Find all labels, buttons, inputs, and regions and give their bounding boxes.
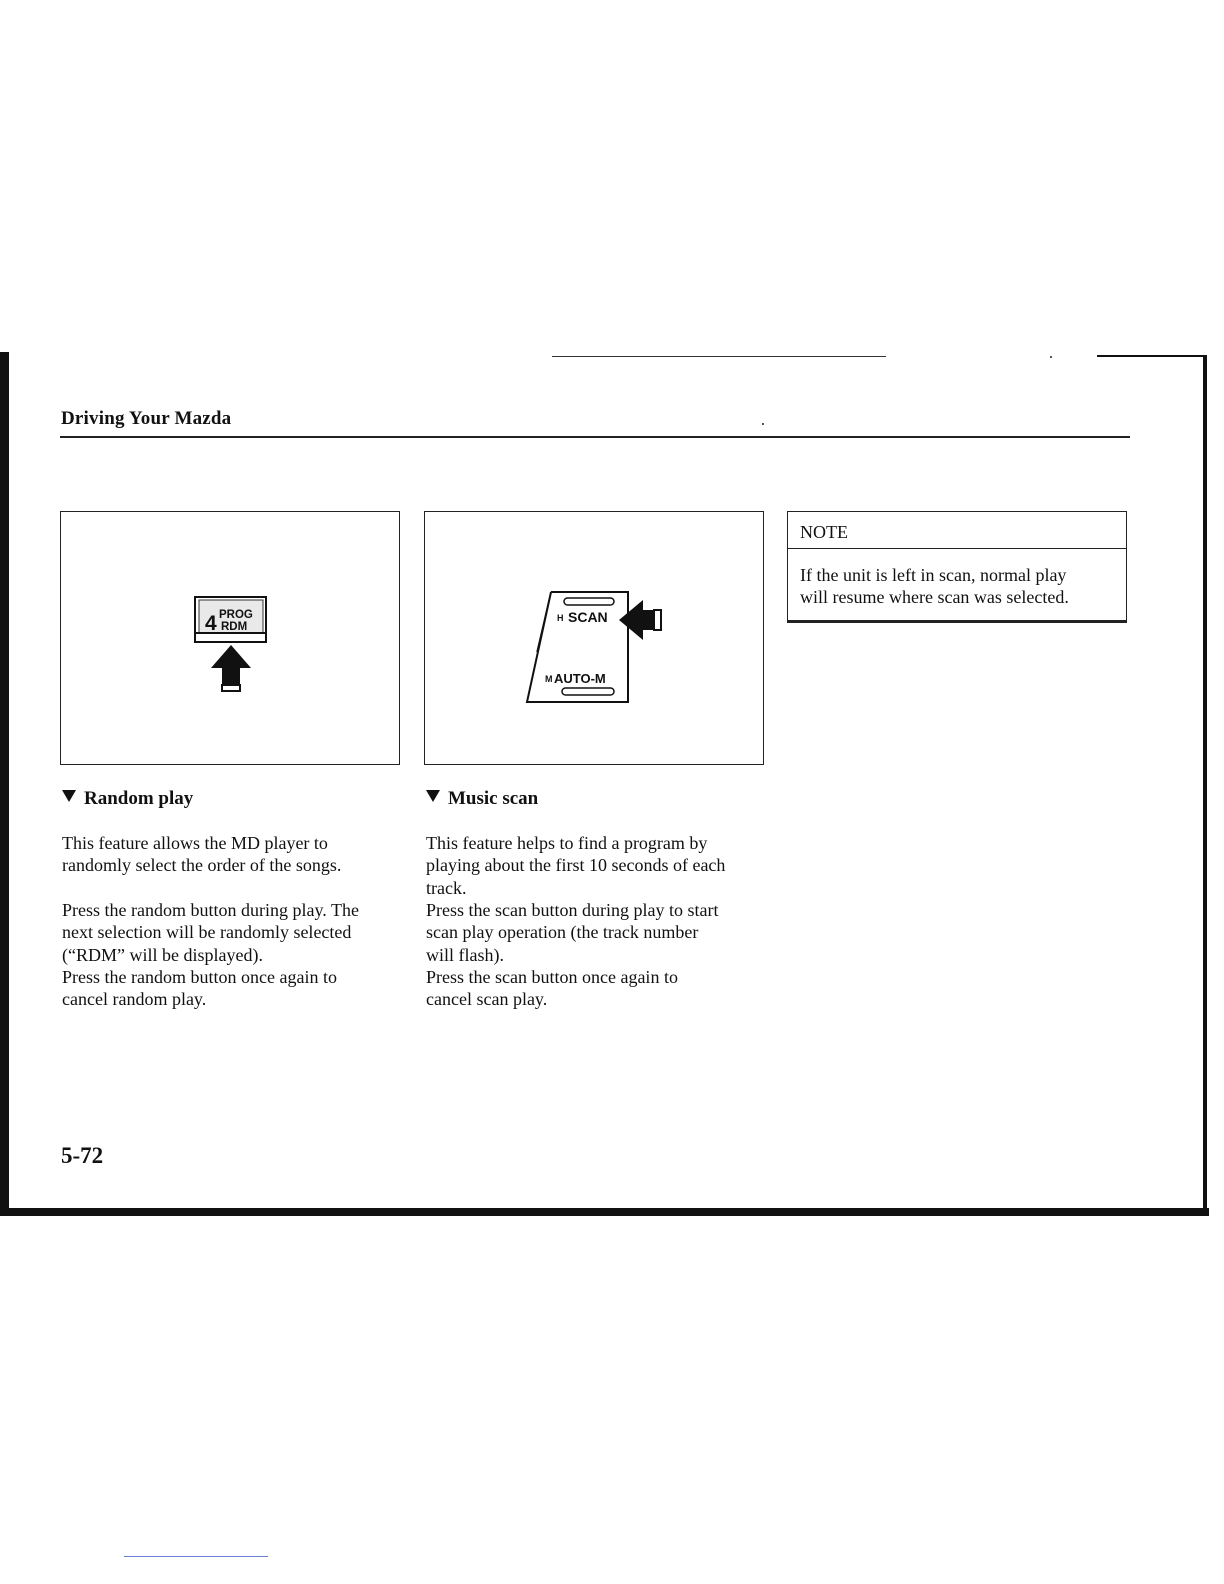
page-frame-bottom xyxy=(0,1208,1209,1216)
text-line: scan play operation (the track number xyxy=(426,922,699,943)
text-line: Press the random button during play. The xyxy=(62,900,359,920)
random-play-paragraph-1 xyxy=(62,832,341,877)
note-line: will resume where scan was selected. xyxy=(800,586,1069,607)
text-line: This feature helps to find a program by xyxy=(426,833,708,853)
music-scan-heading-text: Music scan xyxy=(448,788,539,809)
page-number: 5-72 xyxy=(61,1143,104,1168)
page-frame-right xyxy=(1203,355,1207,1213)
text-line: Press the scan button once again to xyxy=(426,966,678,987)
header-divider xyxy=(60,436,1130,438)
note-box xyxy=(787,511,1127,623)
page-frame-left xyxy=(0,352,9,1216)
triangle-bullet-icon xyxy=(62,790,76,802)
section-header-title: Driving Your Mazda xyxy=(61,408,232,429)
scan-button-illustration xyxy=(425,512,763,764)
text-line: Press the scan button during play to start xyxy=(426,900,719,920)
text-line: cancel random play. xyxy=(62,989,207,1010)
scan-speck xyxy=(1050,356,1052,358)
random-play-heading-text: Random play xyxy=(84,788,194,809)
figure-scan-button xyxy=(424,511,764,765)
arrow-up-icon xyxy=(211,645,251,691)
random-play-paragraph-2 xyxy=(62,899,359,1010)
random-button-illustration xyxy=(61,512,399,764)
text-line: This feature allows the MD player to xyxy=(62,833,328,853)
auto-label: AUTO-M xyxy=(554,671,606,686)
text-line: track. xyxy=(426,877,467,898)
music-scan-heading xyxy=(426,788,538,810)
text-line: (“RDM” will be displayed). xyxy=(62,944,263,965)
music-scan-paragraph-1 xyxy=(426,832,725,899)
music-scan-paragraph-2 xyxy=(426,899,718,1010)
figure-random-button xyxy=(60,511,400,765)
note-title: NOTE xyxy=(788,512,1126,549)
footer-underline xyxy=(124,1556,268,1557)
text-line: will flash). xyxy=(426,944,504,965)
scan-prefix: H xyxy=(557,613,564,623)
text-line: Press the random button once again to xyxy=(62,966,337,987)
random-button-digit: 4 xyxy=(205,612,217,635)
note-line: If the unit is left in scan, normal play xyxy=(800,565,1067,585)
triangle-bullet-icon xyxy=(426,790,440,802)
text-line: playing about the first 10 seconds of each xyxy=(426,855,726,876)
random-button-top-label: PROG xyxy=(219,609,253,621)
text-line: randomly select the order of the songs. xyxy=(62,855,342,876)
auto-prefix: M xyxy=(545,674,553,684)
top-rule-segment xyxy=(1097,355,1207,357)
text-line: next selection will be randomly selected xyxy=(62,922,352,943)
top-rule-segment xyxy=(552,356,886,357)
scan-speck xyxy=(762,423,764,425)
random-play-heading xyxy=(62,788,193,810)
scan-label: SCAN xyxy=(568,609,608,625)
random-button-bottom-label: RDM xyxy=(221,621,248,633)
note-text xyxy=(800,565,1069,608)
text-line: cancel scan play. xyxy=(426,989,548,1010)
